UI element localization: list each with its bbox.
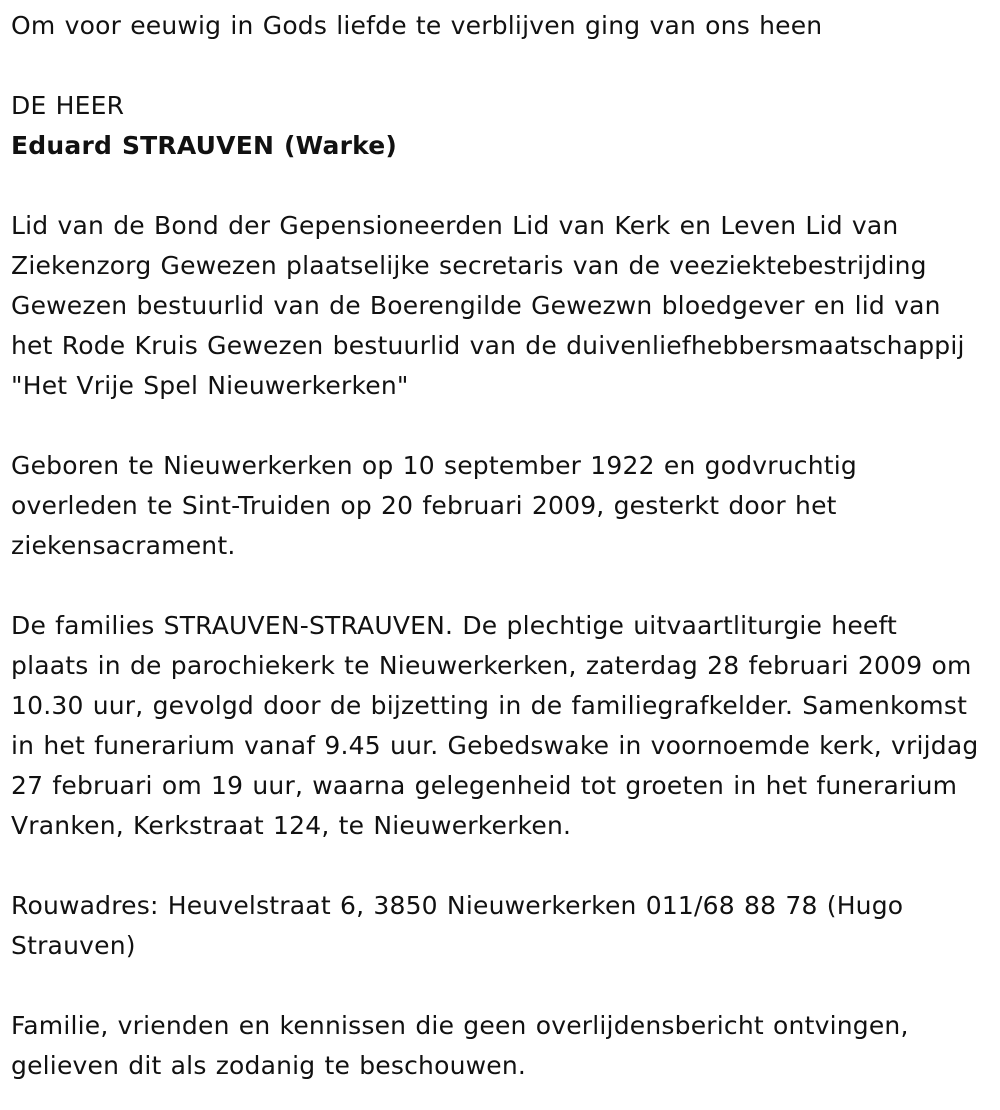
deceased-name: Eduard STRAUVEN (Warke) [11,131,398,160]
address-paragraph: Rouwadres: Heuvelstraat 6, 3850 Nieuwerkerken 011/68 88 78 (Hugo Strauven) [11,891,904,960]
spacer [11,406,989,446]
intro-line: Om voor eeuwig in Gods liefde te verblijven ging van ons heen [11,11,823,40]
spacer [11,846,989,886]
spacer [11,46,989,86]
spacer [11,566,989,606]
closing-paragraph: Familie, vrienden en kennissen die geen overlijdensbericht ontvingen, gelieven dit als zodanig te beschouwen. [11,1011,909,1080]
memberships-paragraph: Lid van de Bond der Gepensioneerden Lid van Kerk en Leven Lid van Ziekenzorg Gewezen plaatselijke secretaris van de veeziektebestrijding Gewezen bestuurlid van de Boerengilde Gewezwn bloedgever en lid van het Rode Kruis Gewezen bestuurlid van de duivenliefhebbersmaatschappij "Het Vrije Spel Nieuwerkerken" [11,211,965,400]
spacer [11,166,989,206]
honorific-title: DE HEER [11,91,125,120]
birth-death-paragraph: Geboren te Nieuwerkerken op 10 september 1922 en godvruchtig overleden te Sint-Truiden op 20 februari 2009, gesterkt door het ziekensacrament. [11,451,857,560]
spacer [11,966,989,1006]
funeral-paragraph: De families STRAUVEN-STRAUVEN. De plechtige uitvaartliturgie heeft plaats in de parochiekerk te Nieuwerkerken, zaterdag 28 februari 2009 om 10.30 uur, gevolgd door de bijzetting in de familiegrafkelder. Samenkomst in het funerarium vanaf 9.45 uur. Gebedswake in voornoemde kerk, vrijdag 27 februari om 19 uur, waarna gelegenheid tot groeten in het funerarium Vranken, Kerkstraat 124, te Nieuwerkerken. [11,611,979,840]
